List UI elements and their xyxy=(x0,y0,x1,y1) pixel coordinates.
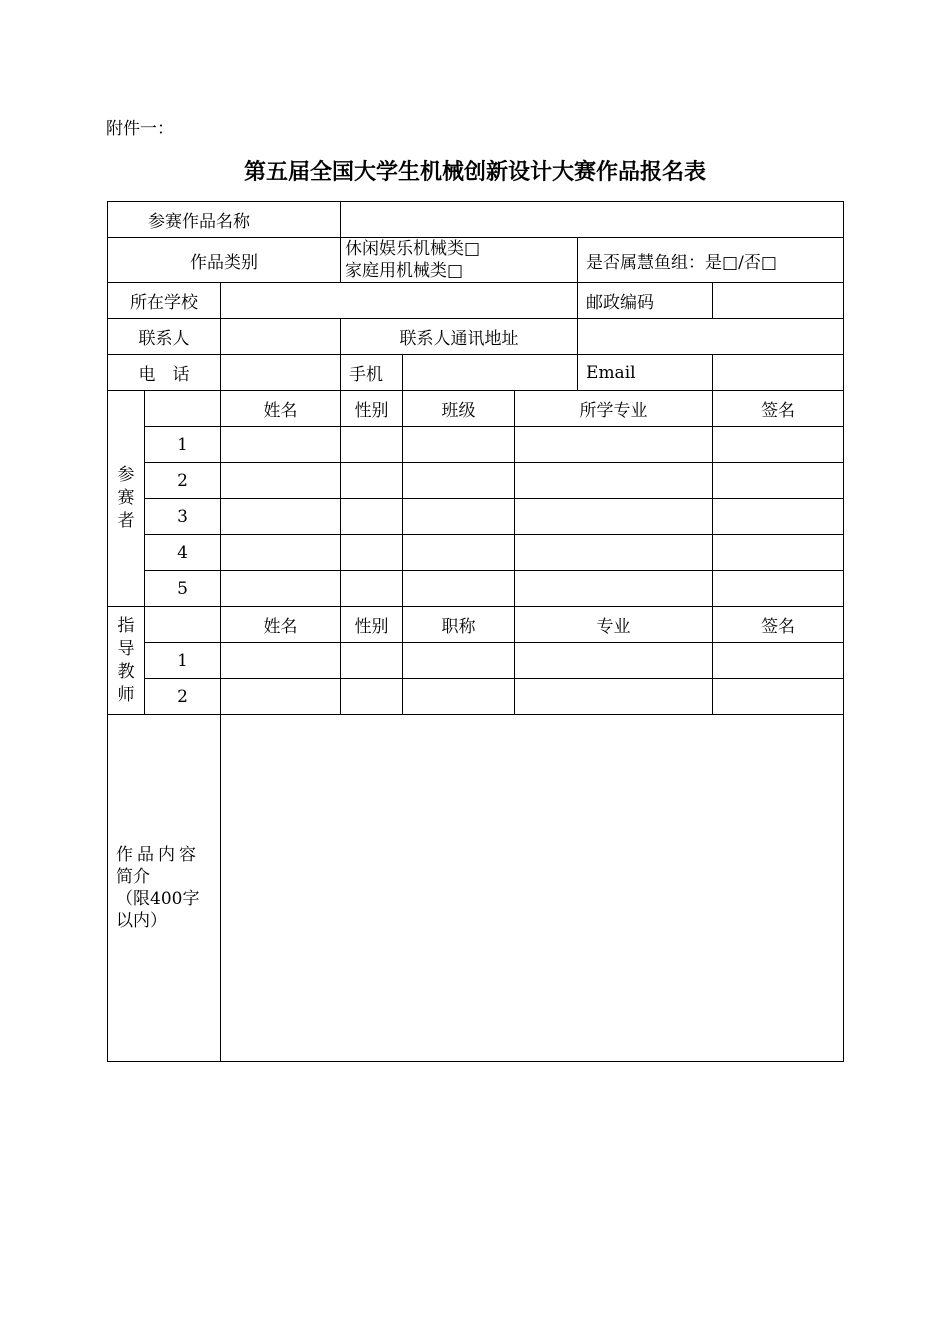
participants-label-char: 赛 xyxy=(117,488,135,508)
mobile-field[interactable] xyxy=(403,355,578,391)
phone-label: 电 话 xyxy=(108,355,221,391)
participant-signature-field[interactable] xyxy=(713,535,844,571)
description-label-line: 简介 xyxy=(116,867,150,887)
work-name-row xyxy=(108,202,844,238)
participant-gender-field[interactable] xyxy=(341,535,403,571)
participant-class-field[interactable] xyxy=(403,535,515,571)
advisors-header-signature: 签名 xyxy=(713,607,844,643)
advisor-signature-field[interactable] xyxy=(713,679,844,715)
advisors-header-major: 专业 xyxy=(515,607,713,643)
participants-header-signature: 签名 xyxy=(713,391,844,427)
participant-index: 3 xyxy=(145,499,221,535)
advisor-title-field[interactable] xyxy=(403,679,515,715)
description-label-line: （限400字 xyxy=(116,889,200,909)
mobile-label: 手机 xyxy=(341,355,403,391)
advisors-label-char: 导 xyxy=(117,638,135,659)
participant-class-field[interactable] xyxy=(403,463,515,499)
description-field[interactable] xyxy=(221,715,844,1062)
advisor-index: 1 xyxy=(145,643,221,679)
participants-label-char: 参 xyxy=(117,465,135,485)
advisor-signature-field[interactable] xyxy=(713,643,844,679)
advisor-row xyxy=(108,679,844,715)
participant-class-field[interactable] xyxy=(403,427,515,463)
contact-address-field[interactable] xyxy=(578,319,844,355)
participants-index-header xyxy=(145,391,221,427)
advisors-header-row xyxy=(108,607,844,643)
participant-row xyxy=(108,571,844,607)
work-name-label: 参赛作品名称 xyxy=(108,202,341,238)
participant-signature-field[interactable] xyxy=(713,463,844,499)
description-label-line: 以内） xyxy=(116,911,167,931)
participant-row xyxy=(108,463,844,499)
participant-row xyxy=(108,427,844,463)
participant-major-field[interactable] xyxy=(515,499,713,535)
advisors-label-char: 指 xyxy=(117,615,135,636)
participant-gender-field[interactable] xyxy=(341,499,403,535)
participant-signature-field[interactable] xyxy=(713,499,844,535)
participant-signature-field[interactable] xyxy=(713,427,844,463)
participant-gender-field[interactable] xyxy=(341,463,403,499)
description-label-line: 作品内容 xyxy=(116,845,200,865)
participants-label-char: 者 xyxy=(117,511,135,531)
advisor-index: 2 xyxy=(145,679,221,715)
participant-index: 2 xyxy=(145,463,221,499)
advisors-header-title: 职称 xyxy=(403,607,515,643)
participant-row xyxy=(108,535,844,571)
participant-name-field[interactable] xyxy=(221,463,341,499)
email-label-text: Email xyxy=(586,362,636,383)
advisor-gender-field[interactable] xyxy=(341,643,403,679)
participant-major-field[interactable] xyxy=(515,571,713,607)
contact-address-label: 联系人通讯地址 xyxy=(341,319,578,355)
advisor-name-field[interactable] xyxy=(221,679,341,715)
participants-header-gender: 性别 xyxy=(341,391,403,427)
participant-gender-field[interactable] xyxy=(341,427,403,463)
participant-class-field[interactable] xyxy=(403,499,515,535)
advisor-row xyxy=(108,643,844,679)
participants-header-major: 所学专业 xyxy=(515,391,713,427)
advisor-name-field[interactable] xyxy=(221,643,341,679)
school-label: 所在学校 xyxy=(108,283,221,319)
phone-field[interactable] xyxy=(221,355,341,391)
school-row xyxy=(108,283,844,319)
participant-major-field[interactable] xyxy=(515,463,713,499)
advisor-title-field[interactable] xyxy=(403,643,515,679)
work-category-options xyxy=(341,238,578,283)
description-label xyxy=(108,715,221,1062)
work-category-label: 作品类别 xyxy=(108,238,341,283)
postcode-label: 邮政编码 xyxy=(578,283,713,319)
participant-major-field[interactable] xyxy=(515,427,713,463)
participant-index: 5 xyxy=(145,571,221,607)
participant-index: 1 xyxy=(145,427,221,463)
participants-header-name: 姓名 xyxy=(221,391,341,427)
phone-row xyxy=(108,355,844,391)
attachment-label: 附件一： xyxy=(106,119,174,139)
email-label xyxy=(578,355,713,391)
contact-label: 联系人 xyxy=(108,319,221,355)
advisors-header-name: 姓名 xyxy=(221,607,341,643)
work-name-field[interactable] xyxy=(341,202,844,238)
participant-row xyxy=(108,499,844,535)
registration-form-table xyxy=(107,201,844,1062)
participant-name-field[interactable] xyxy=(221,535,341,571)
category-option-household[interactable]: 家庭用机械类□ xyxy=(345,261,464,281)
participant-name-field[interactable] xyxy=(221,427,341,463)
category-option-leisure[interactable]: 休闲娱乐机械类□ xyxy=(345,239,481,259)
advisor-major-field[interactable] xyxy=(515,643,713,679)
advisors-header-gender: 性别 xyxy=(341,607,403,643)
work-category-row xyxy=(108,238,844,283)
participants-group-label xyxy=(108,391,145,607)
email-field[interactable] xyxy=(713,355,844,391)
advisors-label-char: 师 xyxy=(117,684,135,705)
school-field[interactable] xyxy=(221,283,578,319)
advisor-gender-field[interactable] xyxy=(341,679,403,715)
participant-class-field[interactable] xyxy=(403,571,515,607)
participants-header-class: 班级 xyxy=(403,391,515,427)
contact-row xyxy=(108,319,844,355)
advisor-major-field[interactable] xyxy=(515,679,713,715)
participant-name-field[interactable] xyxy=(221,571,341,607)
advisors-index-header xyxy=(145,607,221,643)
description-row xyxy=(108,715,844,1062)
participant-gender-field[interactable] xyxy=(341,571,403,607)
postcode-field[interactable] xyxy=(713,283,844,319)
participant-major-field[interactable] xyxy=(515,535,713,571)
form-title: 第五届全国大学生机械创新设计大赛作品报名表 xyxy=(243,160,706,185)
participant-name-field[interactable] xyxy=(221,499,341,535)
advisors-label-char: 教 xyxy=(117,661,135,682)
participants-header-row xyxy=(108,391,844,427)
contact-field[interactable] xyxy=(221,319,341,355)
huiyu-group-field[interactable]: 是否属慧鱼组：是□/否□ xyxy=(578,238,844,283)
participant-index: 4 xyxy=(145,535,221,571)
advisors-group-label xyxy=(108,607,145,715)
participant-signature-field[interactable] xyxy=(713,571,844,607)
